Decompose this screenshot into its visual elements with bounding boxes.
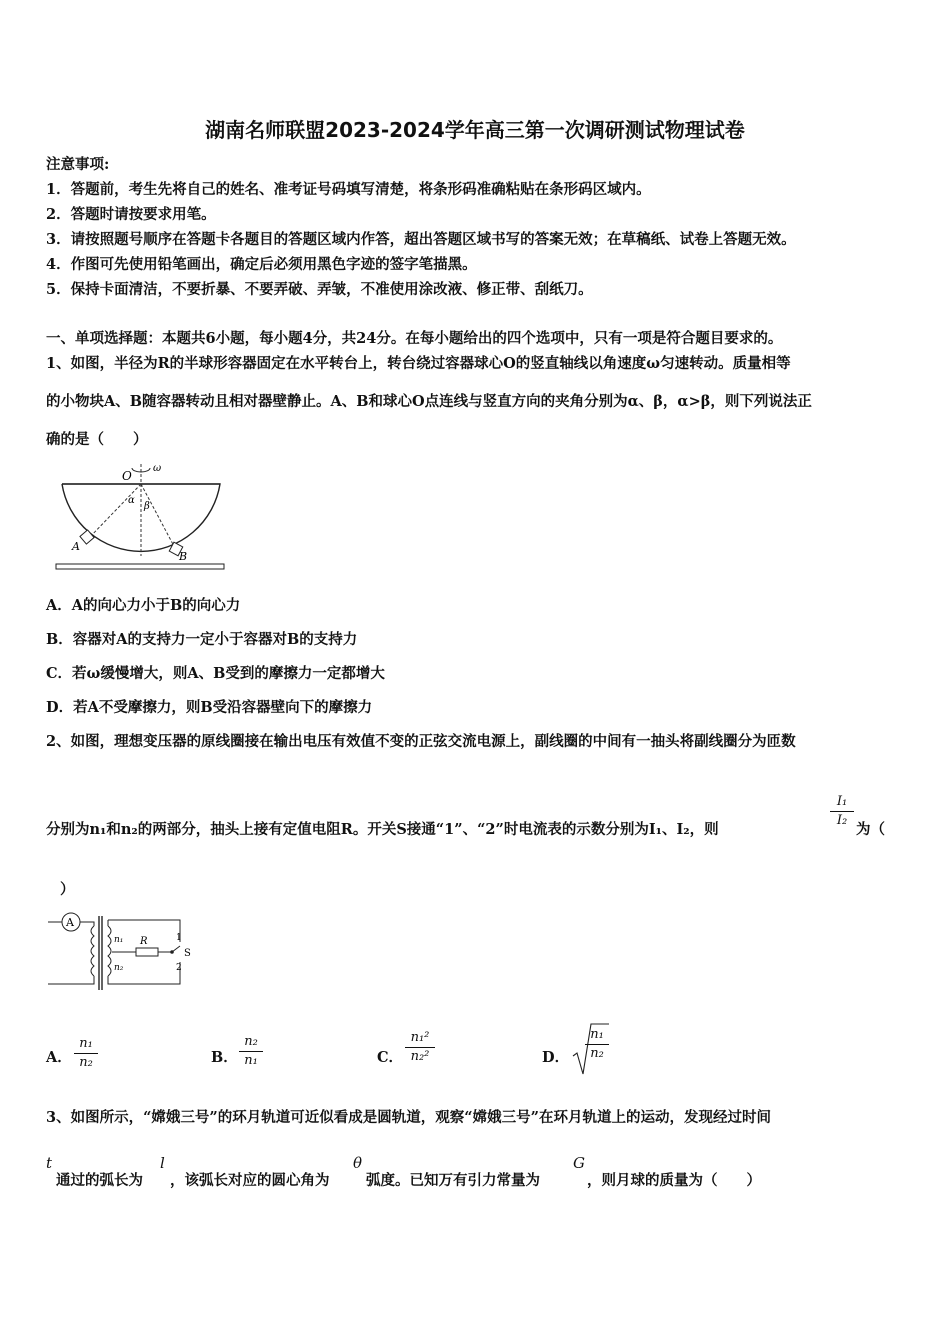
wire: [48, 976, 94, 984]
q2-option-c-frac: [405, 1030, 435, 1065]
q2-option-a-frac: [74, 1036, 98, 1071]
q1-option-b: B．容器对A的支持力一定小于容器对B的支持力: [46, 631, 358, 648]
notice-item-5: 5．保持卡面清洁，不要折暴、不要弄破、弄皱，不准使用涂改液、修正带、刮纸刀。: [46, 281, 593, 298]
label-1: 1: [176, 933, 182, 943]
primary-coil: [91, 926, 94, 976]
q1-option-d: D．若A不受摩擦力，则B受沿容器壁向下的摩擦力: [46, 699, 373, 716]
fraction-bar: [405, 1047, 435, 1048]
frac-num: n₁: [79, 1036, 93, 1051]
q3-seg-1: 通过的弧长为: [56, 1172, 143, 1189]
q2-option-d-label: D．: [542, 1049, 570, 1066]
q1-line-2: 的小物块A、B随容器转动且相对器壁静止。A、B和球心O点连线与竖直方向的夹角分别为α、β，α>β，则下列说法正: [46, 393, 812, 410]
q3-line-1: 3、如图所示，“嫦娥三号”的环月轨道可近似看成是圆轨道，观察“嫦娥三号”在环月轨道上的运动，发现经过时间: [46, 1109, 771, 1126]
q1-option-c: C．若ω缓慢增大，则A、B受到的摩擦力一定都增大: [46, 665, 385, 682]
turntable: [56, 564, 224, 569]
q1-line-3: 确的是（ ）: [46, 431, 148, 448]
q2-option-d-frac: [585, 1027, 609, 1062]
q2-ratio-num: I₁: [836, 794, 848, 809]
q2-option-b-label: B．: [211, 1049, 238, 1066]
q3-var-t: t: [46, 1154, 53, 1172]
q3-var-l: l: [160, 1154, 165, 1172]
q3-seg-2: ，该弧长对应的圆心角为: [170, 1172, 330, 1189]
label-b: B: [179, 550, 188, 563]
q2-line-3: ）: [60, 881, 75, 898]
resistor: [136, 948, 158, 956]
fraction-bar: [239, 1051, 263, 1052]
label-a: A: [72, 540, 80, 553]
label-o: O: [122, 469, 132, 483]
page-title: 湖南名师联盟2023-2024学年高三第一次调研测试物理试卷: [205, 118, 745, 142]
frac-den: n₂: [79, 1055, 93, 1070]
frac-num: n₁: [590, 1027, 604, 1042]
q1-figure-hemisphere: [52, 456, 228, 572]
label-alpha: α: [128, 495, 135, 506]
label-n2: n₂: [114, 963, 124, 973]
q1-line-1: 1、如图，半径为R的半球形容器固定在水平转台上，转台绕过容器球心O的竖直轴线以角速度ω匀速转动。质量相等: [46, 355, 791, 372]
q2-option-b-frac: [239, 1034, 263, 1069]
label-omega: ω: [153, 463, 162, 474]
frac-num: n₂: [244, 1034, 258, 1049]
q2-ratio-den: I₂: [836, 813, 848, 828]
label-r: R: [140, 936, 148, 947]
label-n1: n₁: [114, 935, 124, 945]
label-s: S: [184, 948, 191, 959]
label-beta: β: [144, 501, 150, 512]
notice-item-1: 1．答题前，考生先将自己的姓名、准考证号码填写清楚，将条形码准确粘贴在条形码区域内。: [46, 181, 651, 198]
block-a: [80, 530, 94, 544]
q2-line-2-tail: 为（: [856, 821, 885, 838]
label-ammeter: A: [66, 916, 74, 929]
line-o-b: [141, 484, 176, 550]
frac-den: n₂: [590, 1046, 604, 1061]
notice-item-4: 4．作图可先使用铅笔画出，确定后必须用黑色字迹的签字笔描黑。: [46, 256, 477, 273]
q2-ratio: [830, 794, 854, 829]
q3-seg-3: 弧度。已知万有引力常量为: [366, 1172, 540, 1189]
wire: [80, 922, 94, 926]
notice-item-2: 2．答题时请按要求用笔。: [46, 206, 216, 223]
q3-var-theta: θ: [353, 1154, 363, 1172]
q2-option-c-label: C．: [377, 1049, 404, 1066]
frac-den: n₂²: [410, 1049, 430, 1064]
fraction-bar: [74, 1053, 98, 1054]
q2-line-2: 分别为n₁和n₂的两部分，抽头上接有定值电阻R。开关S接通“1”、“2”时电流表的示数分别为I₁、I₂，则: [46, 821, 719, 838]
frac-den: n₁: [244, 1053, 258, 1068]
q1-option-a: A．A的向心力小于B的向心力: [46, 597, 241, 614]
switch-blade: [172, 946, 180, 952]
q3-var-g: G: [573, 1154, 585, 1172]
section-heading: 一、单项选择题：本题共6小题，每小题4分，共24分。在每小题给出的四个选项中，只有一项是符合题目要求的。: [46, 330, 783, 347]
fraction-bar: [830, 811, 854, 812]
secondary-coil: [108, 926, 111, 976]
q3-seg-4: ，则月球的质量为（ ）: [587, 1172, 761, 1189]
notice-item-3: 3．请按照题号顺序在答题卡各题目的答题区域内作答，超出答题区域书写的答案无效；在草稿纸、试卷上答题无效。: [46, 231, 796, 248]
frac-num: n₁²: [410, 1030, 430, 1045]
line-o-a: [88, 484, 141, 539]
fraction-bar: [585, 1044, 609, 1045]
q2-figure-transformer: [44, 906, 204, 994]
q2-line-1: 2、如图，理想变压器的原线圈接在输出电压有效值不变的正弦交流电源上，副线圈的中间有一抽头将副线圈分为匝数: [46, 733, 796, 750]
q2-option-a-label: A．: [46, 1049, 72, 1066]
label-2: 2: [176, 963, 182, 973]
notice-heading: 注意事项:: [46, 156, 110, 173]
